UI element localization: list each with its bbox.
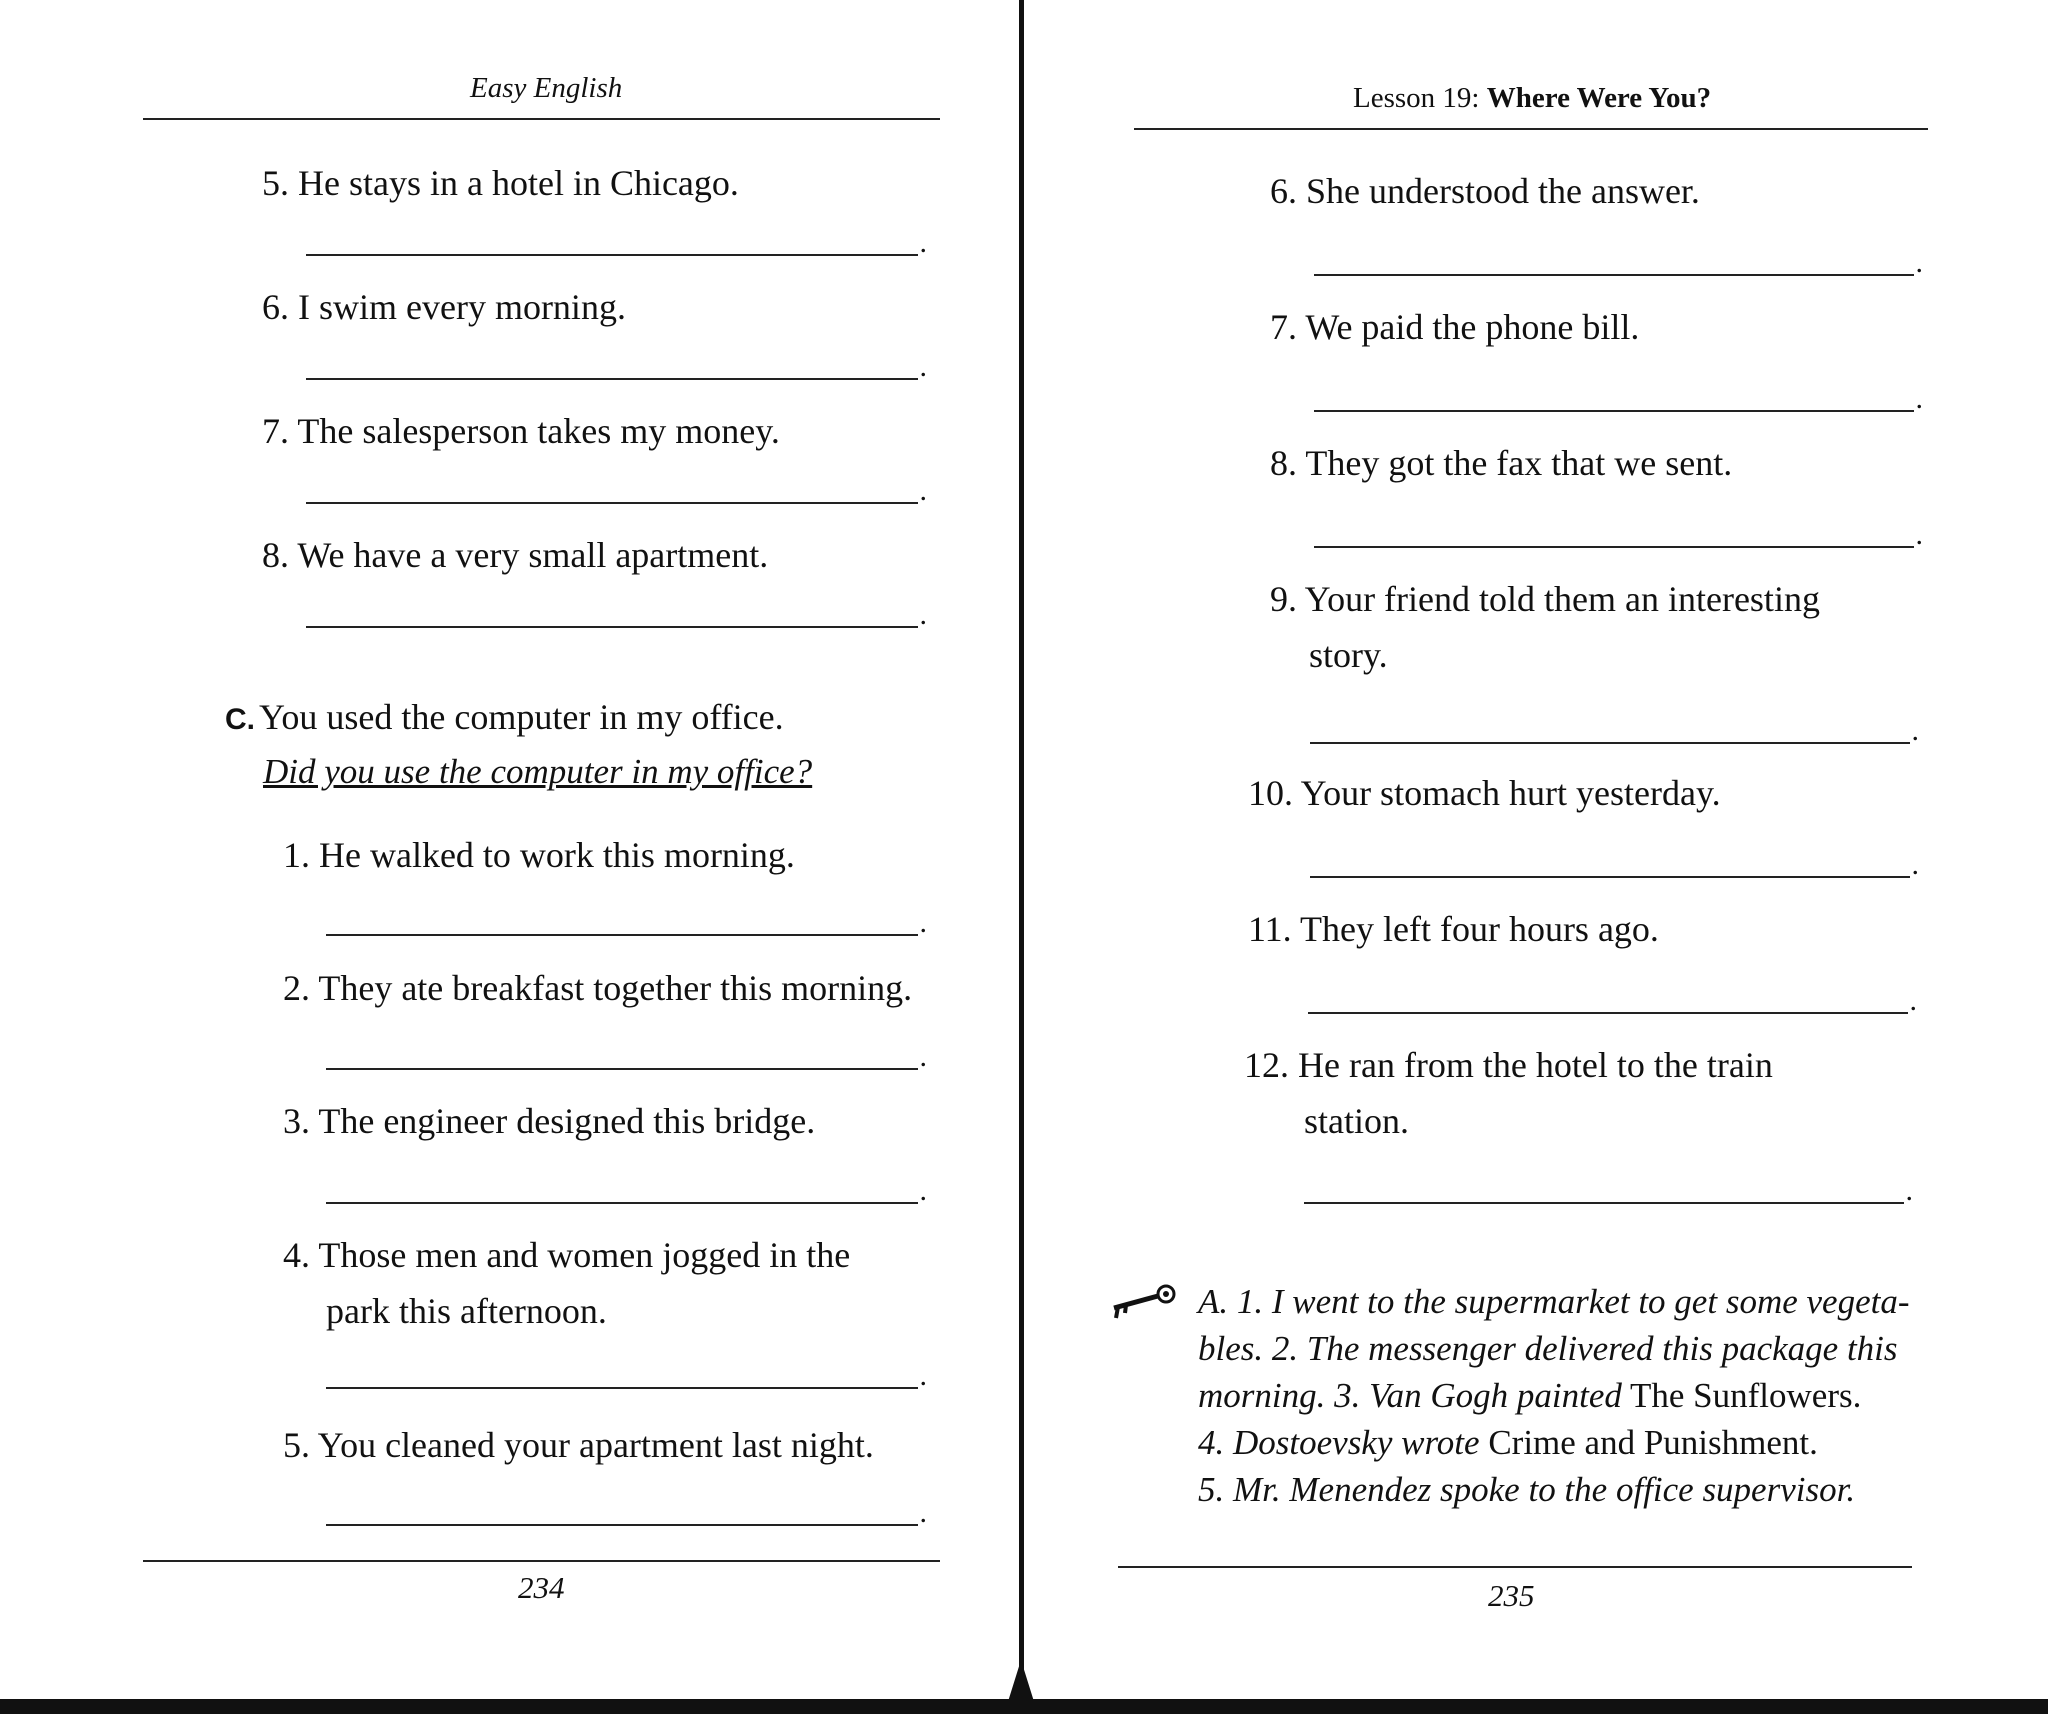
answer-line[interactable] xyxy=(1310,742,1910,744)
answer-line[interactable] xyxy=(306,502,918,504)
running-header: Easy English xyxy=(470,72,623,104)
exercise-item-continuation: park this afternoon. xyxy=(326,1291,607,1331)
page-number: 235 xyxy=(1488,1578,1535,1613)
answer-line[interactable] xyxy=(1314,546,1914,548)
answer-line[interactable] xyxy=(1308,1012,1908,1014)
exercise-item: 10. Your stomach hurt yesterday. xyxy=(1248,773,1721,813)
answer-line[interactable] xyxy=(1310,876,1910,878)
answer-line[interactable] xyxy=(1314,274,1914,276)
exercise-item: 6. I swim every morning. xyxy=(262,287,626,327)
exercise-item: 8. We have a very small apartment. xyxy=(262,535,769,575)
book-spine xyxy=(1019,0,1024,1714)
exercise-item: 7. The salesperson takes my money. xyxy=(262,411,780,451)
section-c-example: C. You used the computer in my office. xyxy=(225,697,784,737)
exercise-item: 8. They got the fax that we sent. xyxy=(1270,443,1733,483)
answer-line[interactable] xyxy=(326,934,918,936)
page-number: 234 xyxy=(518,1570,565,1605)
exercise-item: 11. They left four hours ago. xyxy=(1248,909,1659,949)
answer-line[interactable] xyxy=(306,254,918,256)
exercise-item-continuation: station. xyxy=(1304,1101,1409,1141)
footer-rule xyxy=(143,1560,940,1562)
answer-line[interactable] xyxy=(326,1524,918,1526)
answer-key: A. 1. I went to the supermarket to get some vegeta- bles. 2. The messenger delivered this package this morning. 3. Van Gogh painted The Sunflowers. 4. Dostoevsky wrote Crime and Punishment. 5. Mr. Menendez spoke to the office supervisor. xyxy=(1198,1282,1910,1509)
answer-line[interactable] xyxy=(1314,410,1914,412)
exercise-item: 4. Those men and women jogged in the xyxy=(283,1235,851,1275)
section-c-example-answer: Did you use the computer in my office? xyxy=(263,752,813,791)
exercise-item: 2. They ate breakfast together this morning. xyxy=(283,968,913,1008)
right-page xyxy=(1026,0,2048,1714)
answer-line[interactable] xyxy=(326,1068,918,1070)
exercise-item: 5. You cleaned your apartment last night. xyxy=(283,1425,874,1465)
exercise-item: 7. We paid the phone bill. xyxy=(1270,307,1640,347)
answer-line[interactable] xyxy=(326,1202,918,1204)
header-rule xyxy=(143,118,940,120)
exercise-item: 9. Your friend told them an interesting xyxy=(1270,579,1820,619)
exercise-item: 12. He ran from the hotel to the train xyxy=(1244,1045,1773,1085)
answer-line[interactable] xyxy=(326,1387,918,1389)
section-c-label: C. xyxy=(225,703,255,736)
header-rule xyxy=(1134,128,1928,130)
answer-line[interactable] xyxy=(1304,1202,1904,1204)
scan-bottom-edge xyxy=(0,1699,2048,1714)
exercise-item-continuation: story. xyxy=(1309,635,1388,675)
answer-line[interactable] xyxy=(306,626,918,628)
footer-rule xyxy=(1118,1566,1912,1568)
exercise-item: 3. The engineer designed this bridge. xyxy=(283,1101,816,1141)
exercise-item: 6. She understood the answer. xyxy=(1270,171,1700,211)
exercise-item: 1. He walked to work this morning. xyxy=(283,835,795,875)
exercise-item: 5. He stays in a hotel in Chicago. xyxy=(262,163,739,203)
left-page xyxy=(0,0,1022,1714)
key-icon xyxy=(1108,1282,1178,1324)
running-header: Lesson 19: Where Were You? xyxy=(1353,82,1712,114)
answer-line[interactable] xyxy=(306,378,918,380)
